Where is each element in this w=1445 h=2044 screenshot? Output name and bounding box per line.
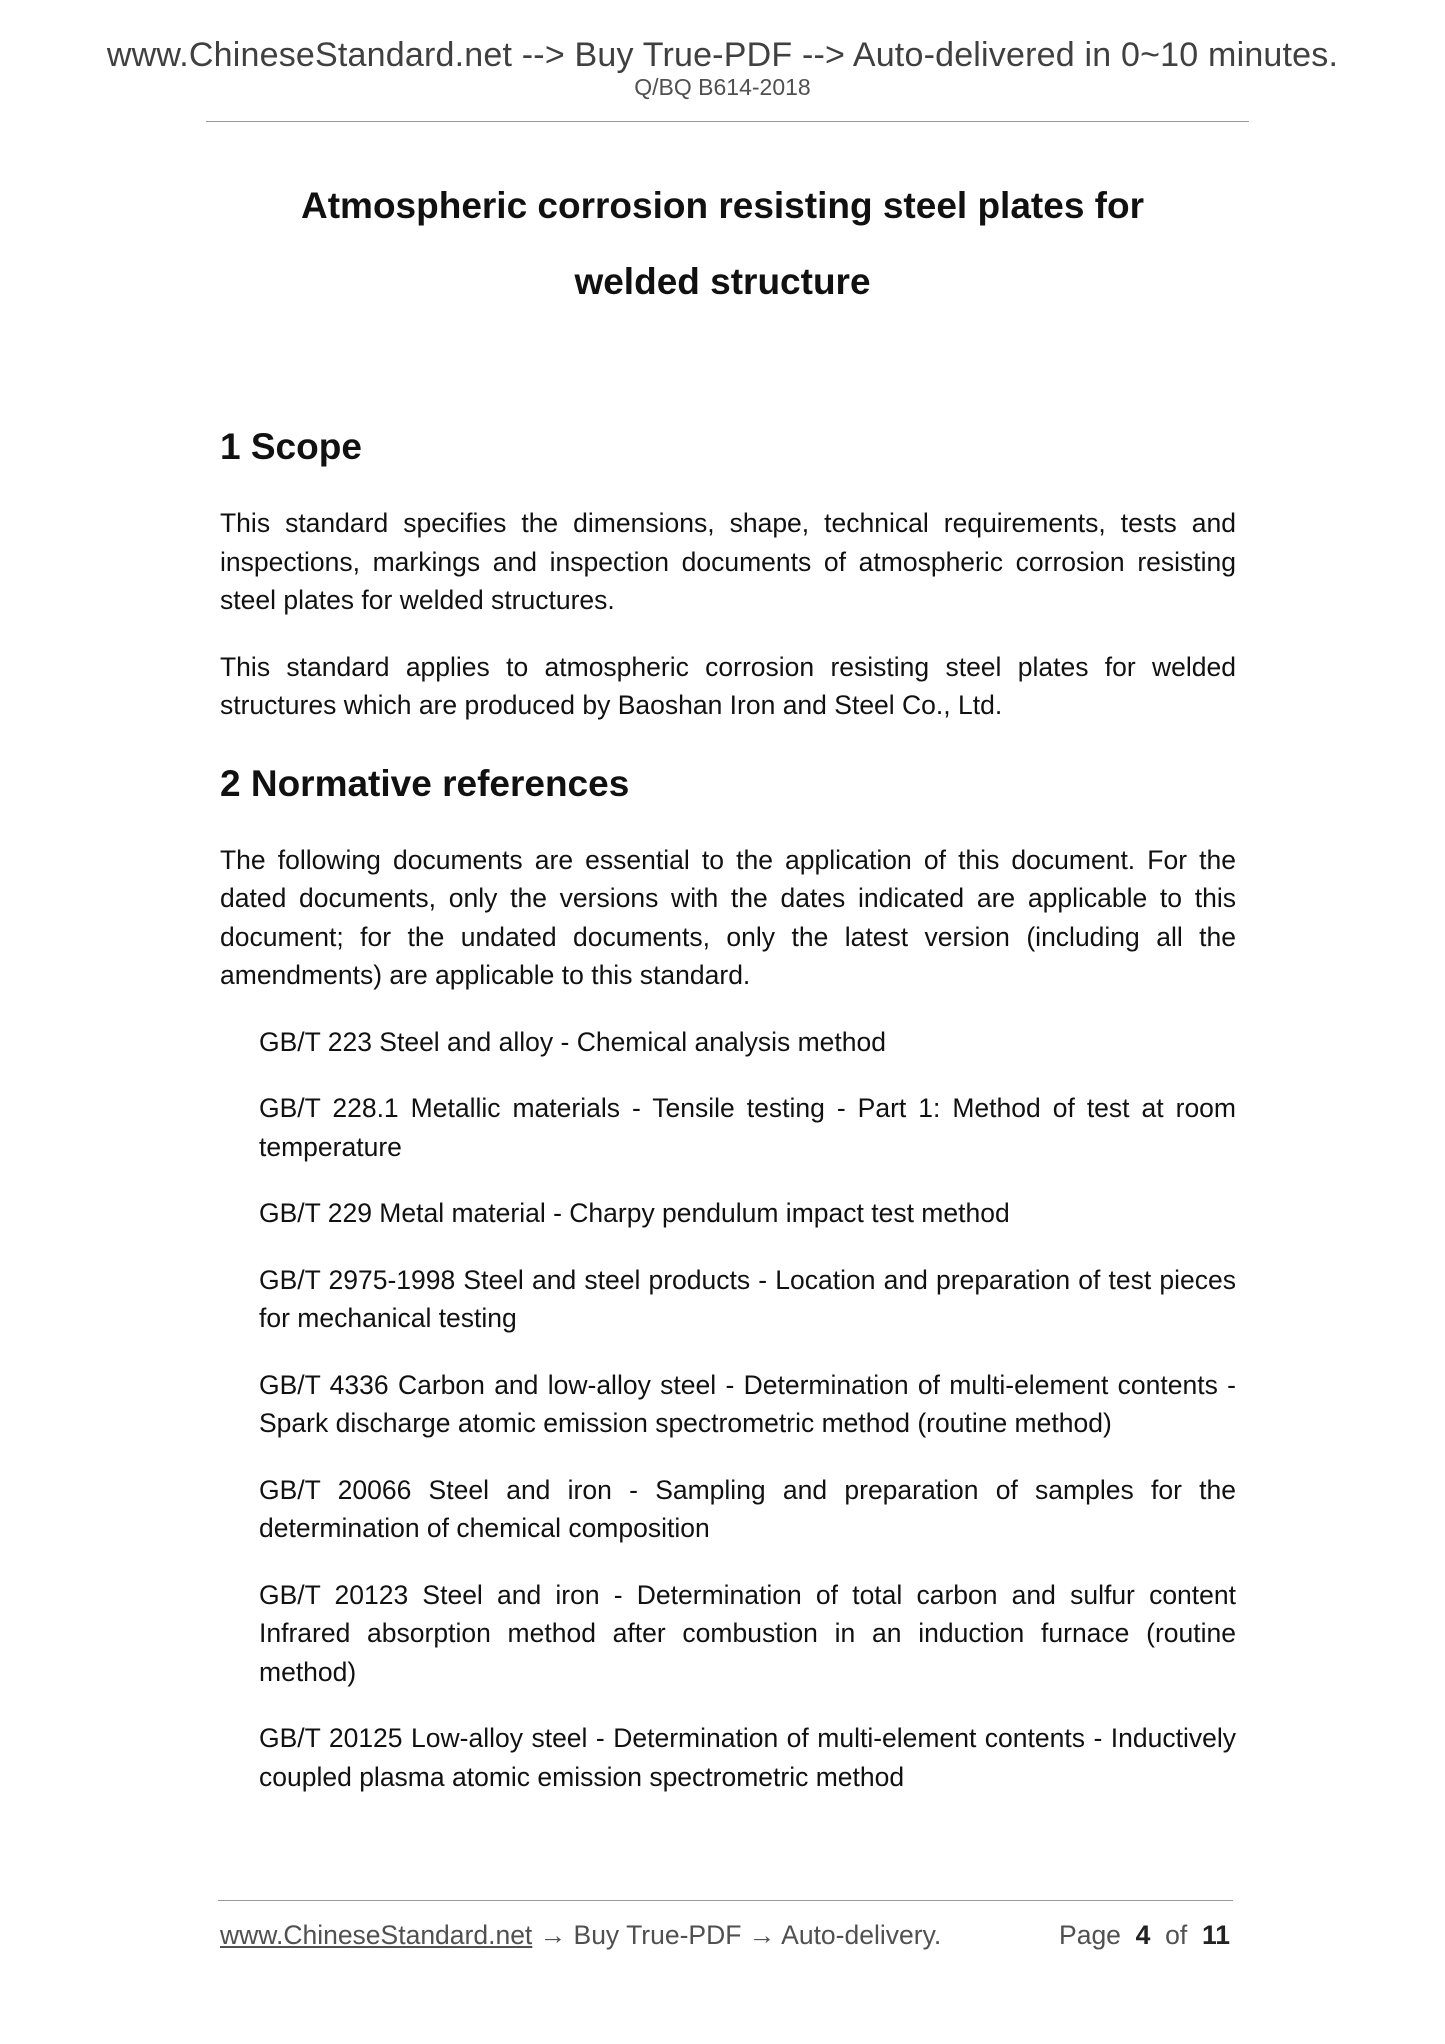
normative-intro-paragraph: The following documents are essential to the application of this document. For the dated documents, only the versions with the dates indicated are applicable to this document; for the undated documents, only the latest version (including all the amendments) are applicable to this standard. (220, 844, 1236, 990)
footer-site-link[interactable]: www.ChineseStandard.net (220, 1920, 533, 1950)
scope-paragraph-1: This standard specifies the dimensions, shape, technical requirements, tests and inspections, markings and inspection documents of atmospheric corrosion resisting steel plates for welded structures. (220, 508, 1236, 615)
page-total: 11 (1201, 1920, 1230, 1950)
reference-list (220, 1023, 1236, 1797)
reference-item: GB/T 223 Steel and alloy - Chemical analysis method (259, 1026, 886, 1057)
title-line-2: welded structure (574, 261, 871, 302)
standard-code: Q/BQ B614-2018 (634, 74, 811, 100)
footer-promo-text: → Buy True-PDF → Auto-delivery. (532, 1920, 942, 1950)
page-of-label: of (1165, 1920, 1188, 1950)
document-title (160, 168, 1285, 320)
reference-item: GB/T 229 Metal material - Charpy pendulum impact test method (259, 1198, 1010, 1228)
reference-item: GB/T 228.1 Metallic materials - Tensile testing - Part 1: Method of test at room temperature (259, 1093, 1236, 1162)
reference-item: GB/T 4336 Carbon and low-alloy steel - Determination of multi-element contents - Spark discharge atomic emission spectrometric method (routine method) (259, 1369, 1236, 1438)
page-current: 4 (1135, 1920, 1151, 1950)
reference-item: GB/T 20125 Low-alloy steel - Determination of multi-element contents - Inductively coupled plasma atomic emission spectrometric method (259, 1723, 1236, 1792)
reference-item: GB/T 2975-1998 Steel and steel products - Location and preparation of test pieces for mechanical testing (259, 1264, 1236, 1333)
scope-heading: 1 Scope (220, 426, 362, 467)
header-banner: www.ChineseStandard.net --> Buy True-PDF --> Auto-delivered in 0~10 minutes. (106, 36, 1339, 74)
document-body (220, 424, 1236, 1824)
title-line-1: Atmospheric corrosion resisting steel plates for (301, 185, 1144, 226)
footer-divider (218, 1900, 1233, 1901)
reference-item: GB/T 20066 Steel and iron - Sampling and preparation of samples for the determination of chemical composition (259, 1474, 1236, 1543)
header-divider (206, 121, 1249, 122)
page-label: Page (1059, 1920, 1121, 1950)
normative-references-heading: 2 Normative references (220, 762, 630, 804)
scope-paragraph-2: This standard applies to atmospheric corrosion resisting steel plates for welded structures which are produced by Baoshan Iron and Steel Co., Ltd. (220, 651, 1236, 720)
reference-item: GB/T 20123 Steel and iron - Determination of total carbon and sulfur content Infrared absorption method after combustion in an induction furnace (routine method) (259, 1579, 1236, 1687)
page-indicator (1059, 1920, 1230, 1951)
page-footer (220, 1920, 1230, 1951)
